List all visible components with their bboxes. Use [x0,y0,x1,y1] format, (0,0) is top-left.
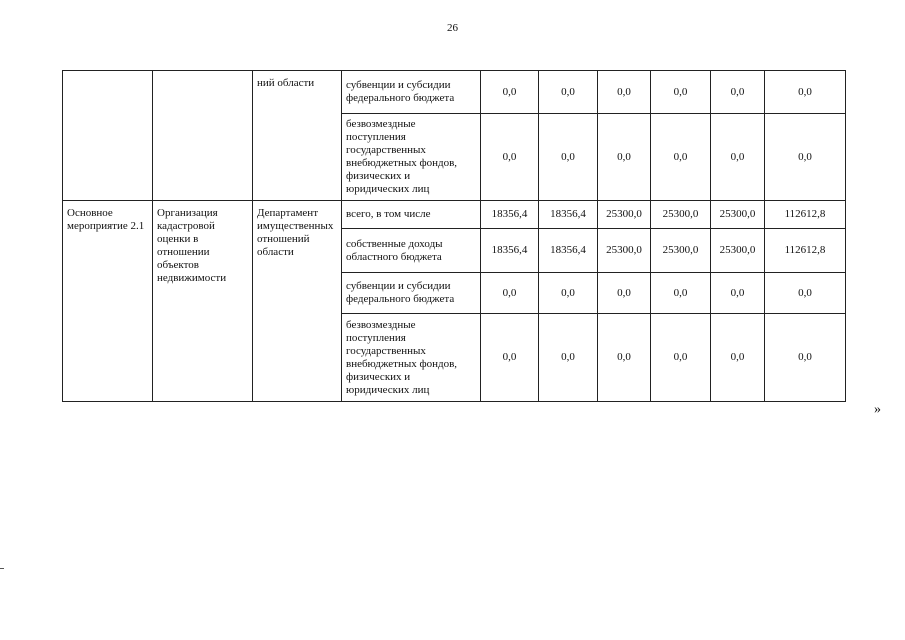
event-description-cell [153,71,253,201]
value-cell: 18356,4 [539,201,598,229]
event-name-cell: Основное мероприятие 2.1 [63,201,153,402]
value-cell: 0,0 [711,114,765,201]
event-name-cell [63,71,153,201]
value-cell: 25300,0 [651,229,711,273]
budget-table [62,70,846,402]
value-cell: 0,0 [481,71,539,114]
table-row [63,71,846,114]
funding-source-cell: субвенции и субсидии федерального бюджета [342,273,481,314]
value-cell: 0,0 [711,273,765,314]
table-row [63,201,846,229]
value-cell: 25300,0 [711,229,765,273]
value-cell: 0,0 [651,273,711,314]
value-cell: 0,0 [481,114,539,201]
funding-source-cell: субвенции и субсидии федерального бюджета [342,71,481,114]
value-total-cell: 0,0 [765,114,846,201]
executor-cell: Департамент имущественных отношений области [253,201,342,402]
executor-cell: ний области [253,71,342,201]
value-total-cell: 0,0 [765,71,846,114]
value-cell: 25300,0 [598,201,651,229]
value-cell: 18356,4 [539,229,598,273]
value-cell: 25300,0 [598,229,651,273]
value-cell: 0,0 [711,314,765,402]
value-cell: 0,0 [481,314,539,402]
value-cell: 0,0 [598,114,651,201]
value-cell: 0,0 [651,71,711,114]
funding-source-cell: безвозмездные поступления государственных внебюджетных фондов, физических и юридических лиц [342,114,481,201]
value-total-cell: 112612,8 [765,229,846,273]
value-cell: 0,0 [539,273,598,314]
value-cell: 0,0 [651,314,711,402]
value-cell: 25300,0 [651,201,711,229]
value-total-cell: 0,0 [765,314,846,402]
value-cell: 0,0 [539,71,598,114]
value-cell: 0,0 [598,273,651,314]
value-cell: 0,0 [598,314,651,402]
value-cell: 0,0 [598,71,651,114]
funding-source-cell: всего, в том числе [342,201,481,229]
value-total-cell: 0,0 [765,273,846,314]
value-cell: 0,0 [539,314,598,402]
page-number: 26 [447,22,458,34]
funding-source-cell: собственные доходы областного бюджета [342,229,481,273]
value-total-cell: 112612,8 [765,201,846,229]
value-cell: 0,0 [651,114,711,201]
value-cell: 18356,4 [481,229,539,273]
value-cell: 25300,0 [711,201,765,229]
closing-quote: » [874,402,881,417]
funding-source-cell: безвозмездные поступления государственных внебюджетных фондов, физических и юридических лиц [342,314,481,402]
event-description-cell: Организация кадастровой оценки в отношении объектов недвижимости [153,201,253,402]
value-cell: 18356,4 [481,201,539,229]
value-cell: 0,0 [481,273,539,314]
value-cell: 0,0 [711,71,765,114]
margin-mark [0,568,4,569]
value-cell: 0,0 [539,114,598,201]
